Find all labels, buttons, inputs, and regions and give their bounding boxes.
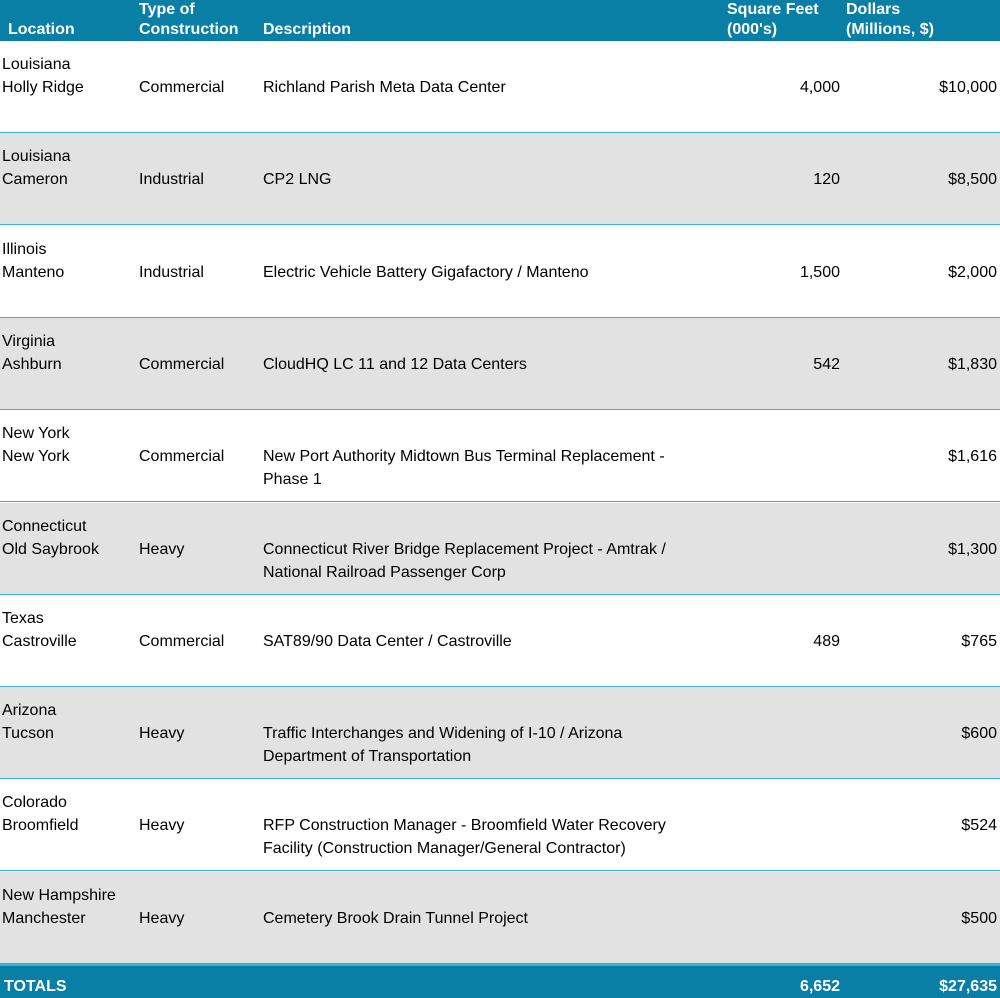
header-square-feet: Square Feet (000's) [727,1,819,38]
construction-type-cell: Commercial [139,355,225,373]
city-label: Cameron [2,171,68,189]
table-row [0,503,1000,595]
description-cell: Connecticut River Bridge Replacement Project - Amtrak / National Railroad Passenger Corp [263,540,666,581]
dollars-cell: $500 [961,909,997,927]
description-cell: New Port Authority Midtown Bus Terminal Replacement - Phase 1 [263,448,665,489]
construction-type-cell: Commercial [139,448,225,466]
description-cell: Traffic Interchanges and Widening of I-10 / Arizona Department of Transportation [263,725,623,766]
description-cell: CloudHQ LC 11 and 12 Data Centers [263,355,527,373]
description-cell: SAT89/90 Data Center / Castroville [263,632,512,650]
totals-label: TOTALS [4,978,67,995]
construction-type-cell: Commercial [139,79,225,96]
state-label: Arizona [2,702,57,720]
city-label: Manteno [2,263,65,281]
city-label: Ashburn [2,355,62,373]
table-row [0,318,1000,410]
table-header [0,0,1000,41]
location-cell [2,53,84,99]
table-row [0,595,1000,687]
dollars-cell: $600 [961,725,997,743]
table-row [0,133,1000,225]
square-feet-cell: 489 [813,632,840,650]
location-cell [2,238,64,284]
dollars-cell: $2,000 [948,263,997,281]
city-label: Holly Ridge [2,79,84,96]
state-label: Texas [2,609,44,627]
square-feet-cell: 542 [813,355,840,373]
state-label: Virginia [2,332,56,350]
construction-type-cell: Industrial [139,263,204,281]
location-cell [2,791,78,837]
dollars-cell: $524 [961,817,997,835]
dollars-cell: $1,616 [948,448,997,466]
location-cell [2,330,62,376]
dollars-cell: $1,300 [948,540,997,558]
state-label: Colorado [2,794,67,812]
construction-type-cell: Heavy [139,817,185,835]
construction-type-cell: Industrial [139,171,204,189]
location-cell [2,607,77,653]
square-feet-cell: 4,000 [799,79,840,96]
description-cell: RFP Construction Manager - Broomfield Water Recovery Facility (Construction Manager/General Contractor) [263,817,666,858]
totals-row [0,964,1000,998]
dollars-cell: $765 [961,632,997,650]
table-row [0,872,1000,964]
location-cell [2,422,70,468]
location-cell [2,515,99,561]
header-description: Description [263,21,352,38]
state-label: Louisiana [2,148,71,166]
location-cell [2,145,71,191]
header-location: Location [8,21,75,38]
dollars-cell: $1,830 [948,355,997,373]
city-label: Old Saybrook [2,540,99,558]
square-feet-cell: 120 [813,171,840,189]
state-label: New York [2,425,70,443]
description-cell: Richland Parish Meta Data Center [263,79,506,96]
table-row [0,687,1000,779]
construction-type-cell: Heavy [139,725,185,743]
description-cell: Electric Vehicle Battery Gigafactory / Manteno [263,263,589,281]
table-row [0,226,1000,318]
city-label: Tucson [2,725,54,743]
city-label: New York [2,448,70,466]
totals-square-feet: 6,652 [799,978,840,995]
city-label: Manchester [2,909,86,927]
description-cell: CP2 LNG [263,171,332,189]
header-dollars: Dollars (Millions, $) [846,1,934,38]
location-cell [2,884,116,930]
city-label: Castroville [2,632,77,650]
construction-type-cell: Commercial [139,632,225,650]
dollars-cell: $8,500 [948,171,997,189]
location-cell [2,699,56,745]
totals-dollars: $27,635 [939,978,997,995]
state-label: Louisiana [2,56,71,73]
table-row [0,779,1000,871]
table-row [0,410,1000,502]
construction-type-cell: Heavy [139,540,185,558]
construction-type-cell: Heavy [139,909,185,927]
state-label: Connecticut [2,517,87,535]
dollars-cell: $10,000 [939,79,997,96]
description-cell: Cemetery Brook Drain Tunnel Project [263,909,528,927]
square-feet-cell: 1,500 [799,263,840,281]
table-row [0,41,1000,133]
city-label: Broomfield [2,817,79,835]
state-label: Illinois [2,240,47,258]
header-type: Type of Construction [139,1,239,38]
state-label: New Hampshire [2,886,116,904]
